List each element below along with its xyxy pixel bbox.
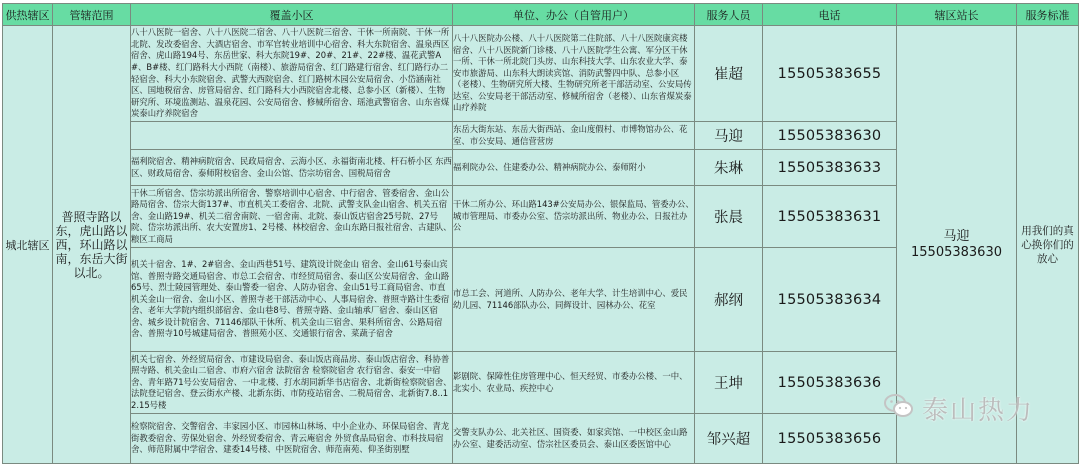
phone-cell[interactable]: 15505383631 [763, 186, 897, 248]
communities-cell: 福利院宿舍、精神病院宿舍、民政局宿舍、云海小区、永福街南北楼、杆石桥小区 东西区、财政局宿舍、泰师附校宿舍、金山公馆、岱宗坊宿舍、国税局宿舍 [131, 150, 453, 186]
units-cell: 福利院办公、住建委办公、精神病院办公、泰师附小 [453, 150, 695, 186]
header-units: 单位、办公（自管用户） [453, 4, 695, 26]
table-row [3, 26, 1079, 122]
phone-cell[interactable]: 15505383630 [763, 122, 897, 150]
phone-cell[interactable]: 15505383633 [763, 150, 897, 186]
communities-cell: 机关七宿舍、外经贸局宿舍、市建设局宿舍、泰山饭店商品房、泰山饭店宿舍、科协普照寺路、机关金山二宿舍、市府六宿舍 法院宿舍 检察院宿舍 农行宿舍、泰安一中宿舍、青年路71号公安局宿舍、一中北楼、打水胡同新华书店宿舍、北新街检察院宿舍、法院登记宿舍、登云街水产楼、北新东街、市防疫站宿舍、二税局宿舍、北新街7.8..12.15号楼 [131, 352, 453, 414]
header-standard: 服务标准 [1017, 4, 1079, 26]
standard-cell: 用我们的真心换你们的放心 [1017, 26, 1079, 464]
chief-name: 马迎 [943, 228, 970, 244]
staff-cell: 邹兴超 [695, 414, 763, 464]
staff-cell: 朱琳 [695, 150, 763, 186]
staff-cell: 张晨 [695, 186, 763, 248]
header-staff: 服务人员 [695, 4, 763, 26]
watermark [884, 386, 1054, 430]
watermark-text: 泰山热力 [922, 395, 1035, 426]
phone-cell[interactable]: 15505383655 [763, 26, 897, 122]
chief-phone[interactable]: 15505383630 [911, 244, 1002, 260]
staff-cell: 王坤 [695, 352, 763, 414]
units-cell: 市总工会、河道所、人防办公、老年大学、计生培训中心、爱民幼儿园、71146部队办公、同辉设计、园林办公、花室 [453, 248, 695, 352]
range-cell: 普照寺路以东，虎山路以西，环山路以南，东岳大街以北。 [53, 26, 131, 464]
communities-cell: 检察院宿舍、交警宿舍、丰家园小区、市园林山林场、中小企业办、环保局宿舍、青龙街教委宿舍、劳保处宿舍、外经贸委宿舍、青云庵宿舍 外贸食品局宿舍、市科技局宿舍、师范附属中学宿舍、建委14号楼、中医院宿舍、师范南苑、仰圣街别墅 [131, 414, 453, 464]
staff-cell: 马迎 [695, 122, 763, 150]
phone-cell[interactable]: 15505383636 [763, 352, 897, 414]
communities-cell: 八十八医院一宿舍、八十八医院二宿舍、八十八医院三宿舍、干休一所南院、干休一所北院、发改委宿舍、大酒店宿舍、市军官转业培训中心宿舍、科大东院宿舍、温泉西区宿舍、虎山路194号、东岳世家、科大东院19#、20#、21#、22#楼、温花武警A#、B#楼、红门路科大小西院（南楼）、旅游局宿舍、红门路建行宿舍、红门路行办二轻宿舍、科大小东院宿舍、武警大西院宿舍、红门路树木园公安局宿舍、小岱涵南社区、国地税宿舍、房管局宿舍、红门路科大小西院宿舍北楼、总参小区（新楼）、生物研究所、环境监测站、温泉花园、公安局宿舍、修械所宿舍、瑶池武警宿舍、山东省煤炭泰山疗养院宿舍 [131, 26, 453, 122]
units-cell: 影剧院、保障性住房管理中心、恒天经贸、市委办公楼、一中、北实小、农业局、疾控中心 [453, 352, 695, 414]
phone-cell[interactable]: 15505383634 [763, 248, 897, 352]
staff-cell: 崔超 [695, 26, 763, 122]
header-district: 供热辖区 [3, 4, 53, 26]
header-row [3, 4, 1079, 26]
header-communities: 覆盖小区 [131, 4, 453, 26]
units-cell: 交警支队办公、北关社区、国资委、如家宾馆、一中校区金山路办公室、建委活动室、岱宗社区委员会、泰山区委医馆中心 [453, 414, 695, 464]
district-cell: 城北辖区 [3, 26, 53, 464]
header-phone: 电话 [763, 4, 897, 26]
header-chief: 辖区站长 [897, 4, 1017, 26]
communities-cell [131, 122, 453, 150]
communities-cell: 干休二所宿舍、岱宗坊派出所宿舍、警察培训中心宿舍、中行宿舍、管委宿舍、金山公路局宿舍、岱宗大街137#、市直机关工委宿舍、北院、武警支队金山宿舍、机关五宿舍、金山路19#、机关二宿舍南院、一宿舍南、北院、泰山饭店宿舍25号院、27号院、岱宗坊派出所、农大安置房1、2号楼、林校宿舍、金山东路日报社宿舍、古建队、粮区工商局 [131, 186, 453, 248]
units-cell: 八十八医院办公楼、八十八医院第二住院部、八十八医院康宾楼宿舍、八十八医院新门诊楼、八十八医院学生公寓、军分区干休一所、干休一所北院门头房、山东科技大学、山东农业大学、泰安市旅游局、山东科大朗读宾馆、消防武警四中队、总参小区（老楼）、生物研究所大楼、生物研究所老干部活动室、公安局传达室、公安局老干部活动室、修械所宿舍（老楼）、山东省煤炭泰山疗养院 [453, 26, 695, 122]
units-cell: 东岳大街东站、东岳大街西站、金山度假村、市博物馆办公、花室、市公安局、通信营营房 [453, 122, 695, 150]
wechat-icon [884, 393, 914, 423]
header-range: 管辖范围 [53, 4, 131, 26]
communities-cell: 机关十宿舍、1#、2#宿舍、金山西巷51号、建筑设计院金山 宿舍、金山61号泰山宾馆、普照寺路交通局宿舍、市总工会宿舍、市经贸局宿舍、泰山区公安局宿舍、金山路65号、烈士陵园管理处、泰山警委一宿舍、人防办宿舍、金山51号工商局宿舍、市直机关金山一宿舍、金山小区、普照寺老干部活动中心、人事局宿舍、普照寺路计生委宿舍、老年大学院内组织部宿舍、金山巷8号、普照寺路、金山轴承厂宿舍、泰山区宿舍、城乡设计院宿舍、71146部队干休所、机关金山三宿舍、果科所宿舍、公路局宿舍、普照寺10号城建局宿舍、普照苑小区、交通银行宿舍、菜蔬子宿舍 [131, 248, 453, 352]
staff-cell: 郝纲 [695, 248, 763, 352]
phone-cell[interactable]: 15505383656 [763, 414, 897, 464]
units-cell: 干休二所办公、环山路143#公安局办公、银保监局、管委办公、城市管理局、市委办公室、岱宗坊派出所、物业办公、日报社办公 [453, 186, 695, 248]
